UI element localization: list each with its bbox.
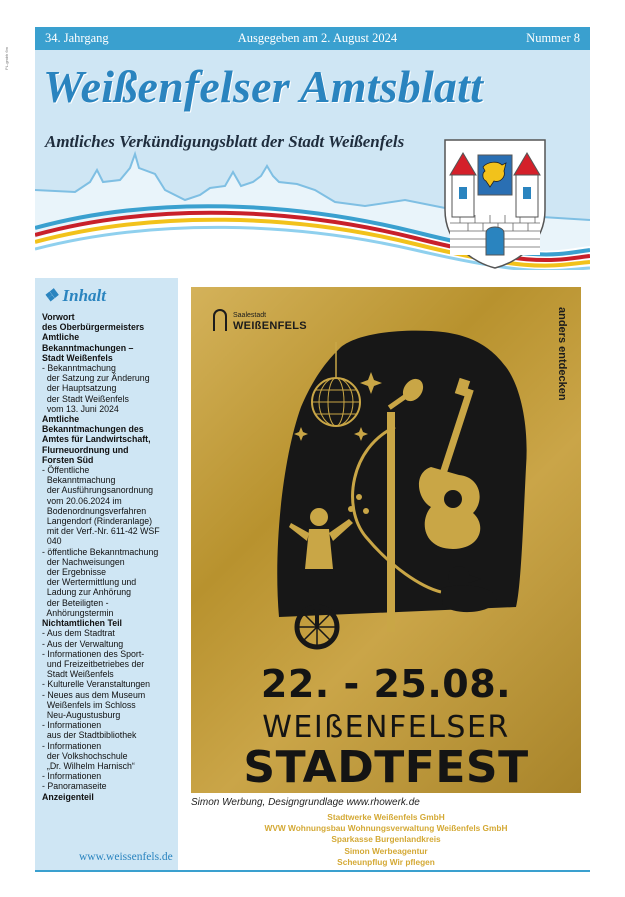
bottom-divider	[35, 870, 590, 872]
toc-heading: Amtliche	[42, 332, 80, 343]
website-link[interactable]: www.weissenfels.de	[79, 851, 173, 863]
toc-heading: Vorwort	[42, 312, 75, 322]
table-of-contents	[35, 278, 178, 870]
toc-item: - Informationen	[42, 740, 102, 751]
festival-dates: 22. - 25.08.	[260, 662, 512, 706]
toc-item: Stadt Weißenfels	[42, 669, 114, 680]
toc-item: Neu-Augustusburg	[42, 709, 121, 720]
toc-heading: Bekanntmachungen des	[42, 424, 144, 435]
toc-heading: Amtliche	[42, 414, 80, 425]
toc-item: - Aus dem Stadtrat	[42, 628, 115, 639]
volume-label: 34. Jahrgang	[45, 31, 109, 45]
poster-logo-text: WEIßENFELS	[233, 320, 307, 332]
toc-title-text: Inhalt	[62, 286, 106, 305]
toc-item: - öffentliche Bekanntmachung	[42, 546, 159, 557]
sponsor-item: Sparkasse Burgenlandkreis	[331, 834, 441, 845]
toc-item: aus der Stadtbibliothek	[42, 730, 137, 741]
toc-item: - Aus der Verwaltung	[42, 638, 124, 649]
festival-title-line1: WEIßENFELSER	[262, 710, 510, 745]
toc-item: Ladung zur Anhörung	[42, 587, 132, 598]
toc-heading: Nichtamtlichen Teil	[42, 618, 123, 629]
sponsor-list	[191, 812, 581, 868]
toc-item: 040	[42, 536, 62, 547]
toc-item: - Neues aus dem Museum	[42, 689, 146, 700]
issue-number: Nummer 8	[526, 31, 580, 45]
toc-item: der Nachweisungen	[42, 556, 125, 567]
toc-item: mit der Verf.-Nr. 611-42 WSF	[42, 526, 160, 537]
toc-item: der Beteiligten -	[42, 597, 109, 608]
toc-heading: Stadt Weißenfels	[42, 352, 113, 363]
toc-item: „Dr. Wilhelm Harnisch“	[42, 760, 135, 771]
masthead	[35, 50, 590, 270]
toc-heading: Amtes für Landwirtschaft,	[42, 434, 151, 445]
toc-heading: Anzeigenteil	[42, 791, 94, 802]
toc-heading: Bekanntmachungen –	[42, 342, 134, 353]
toc-item: vom 13. Juni 2024	[42, 403, 119, 414]
toc-title: ❖ Inhalt	[43, 286, 106, 305]
poster-logo-small: Saalestadt	[233, 312, 267, 319]
issue-info-bar	[35, 27, 590, 50]
toc-heading: Forsten Süd	[42, 454, 94, 465]
toc-list	[42, 312, 176, 802]
stadtfest-poster	[191, 287, 581, 793]
festival-title-line2: STADTFEST	[243, 742, 529, 793]
toc-item: der Stadt Weißenfels	[42, 393, 129, 404]
toc-heading: des Oberbürgermeisters	[42, 322, 145, 333]
imprint-code: PL-gmbh 6m	[4, 47, 9, 70]
toc-item: - Informationen	[42, 720, 102, 731]
toc-item: Bodenordnungsverfahren	[42, 505, 147, 516]
coat-of-arms-icon	[440, 135, 550, 270]
toc-item: Langendorf (Rinderanlage)	[42, 516, 153, 527]
toc-item: - Bekanntmachung	[42, 363, 116, 374]
toc-item: vom 20.06.2024 im	[42, 495, 122, 506]
toc-item: der Satzung zur Änderung	[42, 373, 150, 384]
toc-item: der Ausführungsanordnung	[42, 485, 154, 496]
toc-item: - Öffentliche	[42, 465, 90, 476]
image-credit: Simon Werbung, Designgrundlage www.rhowerk.de	[191, 797, 420, 808]
toc-item: Bekanntmachung	[42, 475, 116, 486]
toc-item: - Panoramaseite	[42, 781, 107, 792]
publication-subtitle: Amtliches Verkündigungsblatt der Stadt Weißenfels	[45, 132, 405, 151]
toc-heading: Flurneuordnung und	[42, 444, 129, 455]
issue-date: Ausgegeben am 2. August 2024	[237, 31, 398, 45]
publication-title: Weißenfelser Amtsblatt	[43, 61, 484, 112]
sponsor-item: Simon Werbeagentur	[344, 845, 428, 856]
toc-item: der Volkshochschule	[42, 750, 128, 761]
toc-item: - Kulturelle Veranstaltungen	[42, 679, 151, 690]
toc-item: der Ergebnisse	[42, 567, 107, 578]
toc-item: - Informationen des Sport-	[42, 648, 145, 659]
toc-item: der Wertermittlung und	[42, 577, 137, 588]
toc-item: Weißenfels im Schloss	[42, 699, 136, 710]
toc-item: - Informationen	[42, 771, 102, 782]
toc-item: der Hauptsatzung	[42, 383, 117, 394]
toc-item: und Freizeitbetriebes der	[42, 658, 145, 669]
sponsor-item: Stadtwerke Weißenfels GmbH	[327, 812, 445, 822]
saalestadt-logo-icon	[213, 309, 227, 331]
poster-slogan: anders entdecken	[556, 307, 568, 401]
sponsor-item: WVW Wohnungsbau Wohnungsverwaltung Weißenfels GmbH	[264, 823, 508, 834]
toc-item: Anhörungstermin	[42, 607, 114, 618]
sponsor-item: Scheunpflug Wir pflegen	[337, 856, 435, 867]
